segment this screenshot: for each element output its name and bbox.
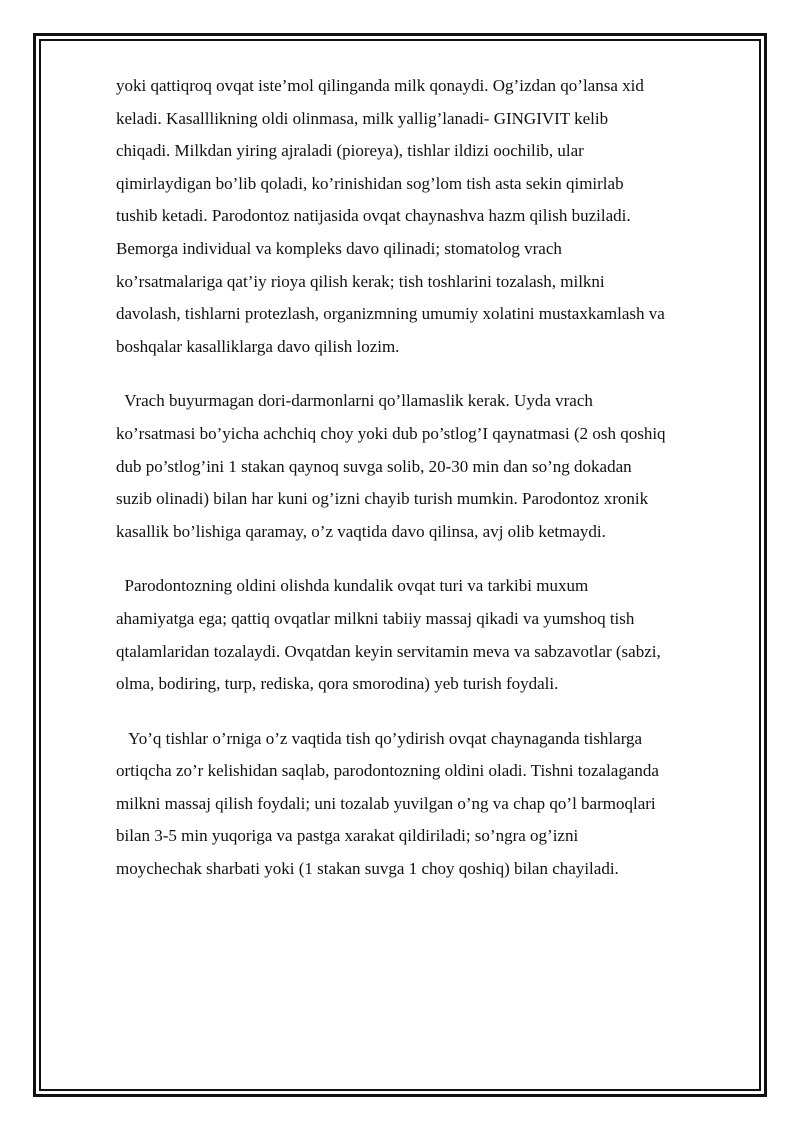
text-line: ortiqcha zo’r kelishidan saqlab, parodontozning oldini oladi. Tishni tozalaganda: [116, 761, 659, 781]
text-line: yoki qattiqroq ovqat iste’mol qilinganda milk qonaydi. Og’izdan qo’lansa xid: [116, 76, 644, 95]
text-line: qtalamlaridan tozalaydi. Ovqatdan keyin servitamin meva va sabzavotlar (sabzi,: [116, 641, 661, 661]
text-line: bilan 3-5 min yuqoriga va pastga xarakat qildiriladi; so’ngra og’izni: [116, 826, 579, 846]
text-line: keladi. Kasalllikning oldi olinmasa, milk yallig’lanadi- GINGIVIT kelib: [116, 108, 609, 128]
text-line: dub po’stlog’ini 1 stakan qaynoq suvga solib, 20-30 min dan so’ng dokadan: [116, 456, 632, 476]
text-line: moychechak sharbati yoki (1 stakan suvga 1 choy qoshiq) bilan chayiladi.: [116, 859, 619, 879]
document-body: [116, 70, 728, 886]
text-line: Parodontozning oldini olishda kundalik ovqat turi va tarkibi muxum: [116, 576, 589, 596]
text-line: kasallik bo’lishiga qaramay, o’z vaqtida davo qilinsa, avj olib ketmaydi.: [116, 521, 606, 541]
text-line: boshqalar kasalliklarga davo qilish lozim.: [116, 336, 400, 356]
text-line: olma, bodiring, turp, rediska, qora smorodina) yeb turish foydali.: [116, 674, 559, 694]
text-line: Yo’q tishlar o’rniga o’z vaqtida tish qo’ydirish ovqat chaynaganda tishlarga: [116, 728, 643, 748]
text-line: suzib olinadi) bilan har kuni og’izni chayib turish mumkin. Parodontoz xronik: [116, 489, 649, 509]
text-line: ko’rsatmasi bo’yicha achchiq choy yoki dub po’stlog’I qaynatmasi (2 osh qoshiq: [116, 423, 666, 443]
text-line: Bemorga individual va kompleks davo qilinadi; stomatolog vrach: [116, 238, 562, 258]
text-line: chiqadi. Milkdan yiring ajraladi (pioreya), tishlar ildizi oochilib, ular: [116, 141, 584, 161]
paragraph-4: [116, 723, 728, 886]
text-line: ahamiyatga ega; qattiq ovqatlar milkni tabiiy massaj qikadi va yumshoq tish: [116, 608, 635, 628]
text-line: Vrach buyurmagan dori-darmonlarni qo’llamaslik kerak. Uyda vrach: [116, 391, 593, 411]
paragraph-3: [116, 570, 728, 700]
text-line: milkni massaj qilish foydali; uni tozalab yuvilgan o’ng va chap qo’l barmoqlari: [116, 793, 656, 813]
paragraph-2: [116, 385, 728, 548]
text-line: tushib ketadi. Parodontoz natijasida ovqat chaynashva hazm qilish buziladi.: [116, 206, 631, 226]
text-line: davolash, tishlarni protezlash, organizmning umumiy xolatini mustaxkamlash va: [116, 304, 665, 324]
text-line: ko’rsatmalariga qat’iy rioya qilish kerak; tish toshlarini tozalash, milkni: [116, 271, 605, 291]
paragraph-1: [116, 70, 728, 363]
text-line: qimirlaydigan bo’lib qoladi, ko’rinishidan sog’lom tish asta sekin qimirlab: [116, 173, 624, 193]
